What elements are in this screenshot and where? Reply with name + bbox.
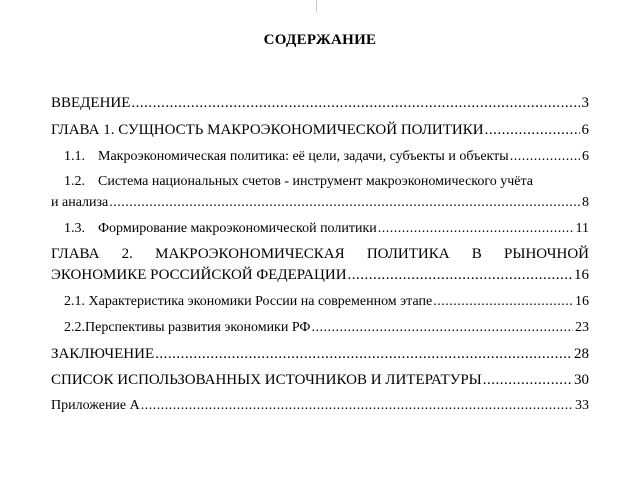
toc-page-number: 33	[575, 398, 589, 413]
toc-page-number: 23	[575, 320, 589, 335]
toc-entry-chapter-1[interactable]	[51, 122, 589, 139]
toc-entry-section-2-1[interactable]	[64, 294, 589, 310]
toc-entry-conclusion[interactable]	[51, 346, 589, 363]
toc-page-number: 16	[575, 294, 589, 309]
toc-entry-section-1-2[interactable]	[64, 174, 589, 190]
toc-leader-dots	[109, 195, 580, 211]
toc-entry-label-line1: Система национальных счетов - инструмент макроэкономического учёта	[98, 174, 534, 189]
toc-page-number: 16	[574, 267, 589, 283]
toc-leader-dots	[378, 221, 574, 237]
toc-section-number: 1.2.	[64, 174, 85, 189]
toc-leader-dots	[483, 372, 572, 389]
toc-leader-dots	[485, 122, 580, 139]
toc-section-number: 1.3.	[64, 221, 85, 236]
page-title: СОДЕРЖАНИЕ	[263, 32, 377, 48]
toc-page-number: 30	[574, 372, 589, 388]
toc-entry-label: ГЛАВА 1. СУЩНОСТЬ МАКРОЭКОНОМИЧЕСКОЙ ПОЛИТИКИ	[51, 122, 484, 138]
toc-entry-label: ВВЕДЕНИЕ	[51, 95, 131, 111]
toc-leader-dots	[155, 346, 572, 363]
page-edge-marker	[316, 0, 317, 12]
toc-leader-dots	[433, 294, 573, 310]
toc-entry-section-1-3[interactable]	[64, 221, 589, 237]
toc-page-number: 6	[581, 122, 589, 138]
toc-page-number: 28	[574, 346, 589, 362]
toc-entry-introduction[interactable]	[51, 95, 589, 112]
toc-entry-appendix-a[interactable]	[51, 398, 589, 414]
toc-entry-references[interactable]	[51, 372, 589, 389]
toc-entry-chapter-2[interactable]: ГЛАВА 2. МАКРОЭКОНОМИЧЕСКАЯ ПОЛИТИКА В РЫНОЧНОЙ	[51, 246, 589, 262]
toc-page-number: 8	[582, 195, 589, 210]
toc-page-number: 6	[582, 149, 589, 164]
toc-entry-label: СПИСОК ИСПОЛЬЗОВАННЫХ ИСТОЧНИКОВ И ЛИТЕРАТУРЫ	[51, 372, 482, 388]
toc-entry-section-1-1[interactable]	[64, 149, 589, 165]
toc-entry-section-1-2-continued[interactable]	[51, 195, 589, 211]
toc-leader-dots	[348, 267, 572, 284]
toc-entry-label-line2: и анализа	[51, 195, 109, 210]
toc-leader-dots	[311, 320, 573, 336]
toc-leader-dots	[141, 398, 573, 414]
toc-page-number: 3	[581, 95, 589, 111]
toc-entry-section-2-2[interactable]	[64, 320, 589, 336]
toc-entry-label: ЗАКЛЮЧЕНИЕ	[51, 346, 155, 362]
toc-entry-label: 2.2.Перспективы развития экономики РФ	[64, 320, 311, 335]
toc-section-number: 1.1.	[64, 149, 85, 164]
toc-entry-label: Макроэкономическая политика: её цели, задачи, субъекты и объекты	[98, 149, 509, 164]
toc-entry-label: Приложение А	[51, 398, 140, 413]
toc-entry-label-line2: ЭКОНОМИКЕ РОССИЙСКОЙ ФЕДЕРАЦИИ	[51, 267, 347, 283]
toc-entry-label: Формирование макроэкономической политики	[98, 221, 377, 236]
toc-page-number: 11	[575, 221, 589, 236]
toc-leader-dots	[510, 149, 580, 165]
toc-leader-dots	[131, 95, 579, 112]
toc-entry-chapter-2-continued[interactable]	[51, 267, 589, 284]
toc-entry-label: 2.1. Характеристика экономики России на современном этапе	[64, 294, 433, 309]
